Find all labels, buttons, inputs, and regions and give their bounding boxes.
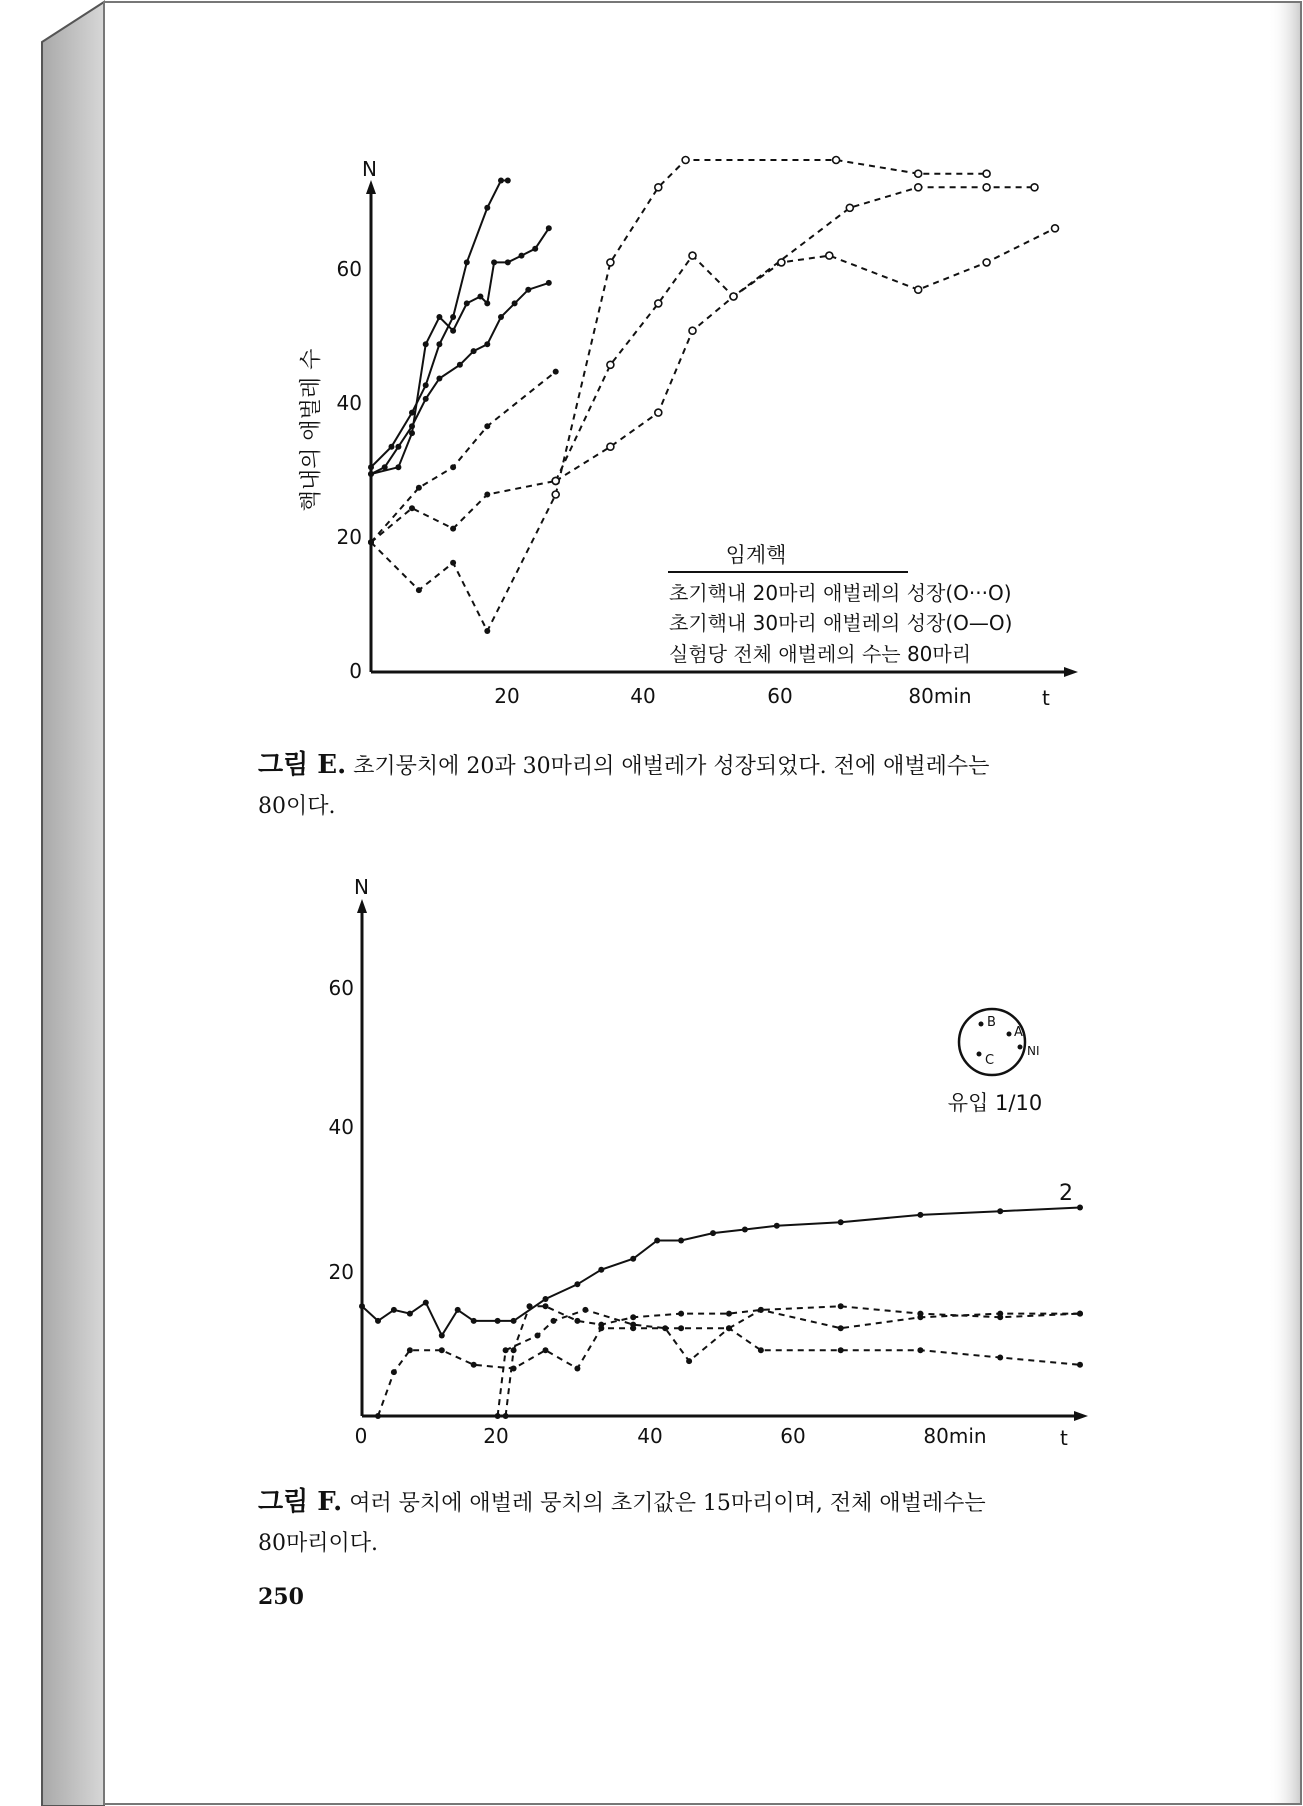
fig-e-data-point	[484, 628, 490, 634]
fig-e-data-point	[491, 259, 497, 265]
fig-f-y-symbol: N	[354, 875, 369, 899]
fig-f-data-point	[375, 1318, 381, 1324]
fig-f-data-point	[997, 1208, 1003, 1214]
fig-e-data-point	[1052, 225, 1059, 232]
fig-e-data-point	[983, 184, 990, 191]
fig-f-data-point	[630, 1256, 636, 1262]
fig-e-data-point	[484, 300, 490, 306]
fig-e-y-symbol: N	[362, 157, 377, 181]
fig-e-data-point	[457, 362, 463, 368]
book-spine	[42, 2, 104, 1806]
fig-f-data-point	[574, 1366, 580, 1372]
fig-f-data-point	[423, 1300, 429, 1306]
fig-e-data-point	[464, 259, 470, 265]
fig-f-data-point	[758, 1307, 764, 1313]
fig-e-data-point	[846, 204, 853, 211]
figure-f-caption-label: 그림 F.	[258, 1487, 343, 1517]
figure-e-caption-label: 그림 E.	[258, 750, 347, 780]
fig-e-data-point	[607, 361, 614, 368]
fig-f-data-point	[917, 1212, 923, 1218]
fig-e-data-point	[450, 328, 456, 334]
page-right-shade	[1268, 3, 1300, 1803]
fig-f-data-point	[774, 1223, 780, 1229]
fig-f-x-tick: 40	[637, 1424, 663, 1448]
fig-e-data-point	[546, 280, 552, 286]
fig-e-data-point	[368, 539, 374, 545]
fig-f-data-point	[511, 1347, 517, 1353]
fig-f-data-point	[391, 1369, 397, 1375]
fig-e-data-point	[553, 369, 559, 375]
figure-e-caption-line-1	[258, 745, 1158, 787]
fig-e-data-point	[368, 464, 374, 470]
inset-point-a: A	[1014, 1025, 1023, 1040]
fig-f-data-point	[543, 1296, 549, 1302]
fig-f-data-point	[662, 1325, 668, 1331]
fig-e-data-point	[915, 286, 922, 293]
fig-f-data-point	[511, 1318, 517, 1324]
inset-label: 유입 1/10	[947, 1091, 1043, 1115]
fig-f-data-point	[1077, 1311, 1083, 1317]
fig-e-data-point	[416, 587, 422, 593]
fig-e-data-point	[436, 341, 442, 347]
fig-f-y-tick: 60	[328, 976, 354, 1000]
fig-f-x-tick: 0	[354, 1424, 368, 1448]
fig-f-data-point	[838, 1303, 844, 1309]
fig-e-y-tick: 20	[336, 525, 362, 549]
figure-e-caption	[258, 745, 1158, 827]
figure-e-caption-text: 초기뭉치에 20과 30마리의 애벌레가 성장되었다. 전에 애벌레수는	[353, 754, 990, 779]
fig-f-data-point	[503, 1347, 509, 1353]
fig-e-data-point	[423, 382, 429, 388]
fig-e-legend-line: 초기핵내 30마리 애벌레의 성장(O—O)	[669, 611, 1013, 635]
fig-e-x-symbol: t	[1042, 686, 1050, 710]
fig-e-data-point	[689, 252, 696, 259]
figure-f-caption	[258, 1482, 1158, 1564]
fig-f-data-point	[535, 1333, 541, 1339]
fig-e-legend-line: 초기핵내 20마리 애벌레의 성장(O···O)	[669, 581, 1012, 605]
fig-f-data-point	[1077, 1205, 1083, 1211]
fig-e-data-point	[409, 505, 415, 511]
fig-e-data-point	[368, 471, 374, 477]
fig-e-data-point	[450, 526, 456, 532]
fig-f-y-tick: 20	[328, 1260, 354, 1284]
fig-e-data-point	[477, 294, 483, 300]
page-number: 250	[258, 1584, 304, 1610]
fig-e-x-tick: 80min	[908, 684, 972, 708]
fig-e-data-point	[395, 464, 401, 470]
fig-e-data-point	[983, 259, 990, 266]
fig-f-data-point	[686, 1358, 692, 1364]
fig-e-data-point	[484, 205, 490, 211]
fig-f-data-point	[1077, 1362, 1083, 1368]
fig-e-data-point	[423, 341, 429, 347]
fig-f-data-point	[726, 1311, 732, 1317]
fig-f-data-point	[439, 1347, 445, 1353]
fig-f-x-tick: 20	[483, 1424, 509, 1448]
fig-e-data-point	[389, 444, 395, 450]
fig-f-data-point	[598, 1322, 604, 1328]
fig-e-data-point	[416, 485, 422, 491]
inset-point-b-dot	[979, 1022, 984, 1027]
fig-e-legend-line: 실험당 전체 애벌레의 수는 80마리	[669, 642, 972, 666]
fig-e-data-point	[689, 327, 696, 334]
fig-f-data-point	[678, 1238, 684, 1244]
fig-e-data-point	[484, 341, 490, 347]
fig-f-series-label: 2	[1059, 1181, 1073, 1206]
fig-f-data-point	[543, 1303, 549, 1309]
fig-f-data-point	[678, 1325, 684, 1331]
fig-e-data-point	[607, 259, 614, 266]
inset-point-ni: NI	[1027, 1044, 1040, 1058]
fig-f-data-point	[838, 1325, 844, 1331]
fig-f-data-point	[471, 1318, 477, 1324]
fig-e-data-point	[519, 253, 525, 259]
fig-e-data-point	[450, 464, 456, 470]
fig-e-data-point	[532, 246, 538, 252]
fig-f-data-point	[630, 1314, 636, 1320]
fig-e-data-point	[552, 477, 559, 484]
fig-f-data-point	[551, 1318, 557, 1324]
fig-e-data-point	[915, 170, 922, 177]
fig-f-data-point	[758, 1347, 764, 1353]
fig-e-data-point	[505, 178, 511, 184]
fig-f-data-point	[582, 1307, 588, 1313]
fig-f-data-point	[997, 1355, 1003, 1361]
fig-f-data-point	[710, 1230, 716, 1236]
inset-point-c: C	[985, 1053, 995, 1068]
fig-f-data-point	[574, 1318, 580, 1324]
fig-e-data-point	[423, 396, 429, 402]
fig-e-data-point	[983, 170, 990, 177]
fig-f-data-point	[997, 1314, 1003, 1320]
fig-e-data-point	[682, 157, 689, 164]
fig-f-x-tick: 60	[780, 1424, 806, 1448]
fig-e-data-point	[730, 293, 737, 300]
fig-e-legend-title: 임계핵	[725, 543, 787, 567]
fig-f-data-point	[654, 1238, 660, 1244]
fig-e-y-tick: 0	[349, 659, 362, 683]
fig-e-data-point	[409, 423, 415, 429]
fig-f-data-point	[838, 1347, 844, 1353]
figure-f-caption-text: 여러 뭉치에 애벌레 뭉치의 초기값은 15마리이며, 전체 애벌레수는	[349, 1491, 986, 1516]
fig-e-data-point	[915, 184, 922, 191]
fig-e-data-point	[525, 287, 531, 293]
inset-point-b: B	[987, 1015, 996, 1030]
fig-f-data-point	[471, 1362, 477, 1368]
fig-e-data-point	[498, 314, 504, 320]
figure-e-caption-text-2: 80이다.	[258, 794, 336, 819]
fig-f-data-point	[407, 1347, 413, 1353]
fig-f-data-point	[375, 1413, 381, 1419]
fig-e-data-point	[484, 423, 490, 429]
fig-e-x-tick: 60	[767, 684, 793, 708]
fig-f-data-point	[407, 1311, 413, 1317]
fig-e-data-point	[655, 300, 662, 307]
fig-f-data-point	[574, 1281, 580, 1287]
fig-e-data-point	[382, 464, 388, 470]
fig-e-x-tick: 40	[630, 684, 656, 708]
fig-e-data-point	[833, 157, 840, 164]
fig-f-data-point	[439, 1333, 445, 1339]
fig-e-data-point	[395, 444, 401, 450]
figure-f-caption-line-1	[258, 1482, 1158, 1524]
fig-f-data-point	[543, 1347, 549, 1353]
figure-f-caption-text-2: 80마리이다.	[258, 1531, 378, 1556]
fig-f-data-point	[455, 1307, 461, 1313]
fig-f-y-tick: 40	[328, 1115, 354, 1139]
fig-e-x-tick: 20	[494, 684, 520, 708]
fig-f-data-point	[838, 1219, 844, 1225]
fig-e-data-point	[471, 348, 477, 354]
fig-e-data-point	[778, 259, 785, 266]
fig-e-data-point	[436, 314, 442, 320]
fig-f-x-tick: 80min	[923, 1424, 987, 1448]
fig-e-data-point	[826, 252, 833, 259]
fig-f-data-point	[678, 1311, 684, 1317]
fig-f-data-point	[495, 1318, 501, 1324]
fig-f-data-point	[726, 1325, 732, 1331]
fig-e-y-axis-label: 핵내의 애벌레 수	[299, 348, 324, 512]
fig-f-data-point	[917, 1347, 923, 1353]
inset-point-ni-dot	[1018, 1045, 1023, 1050]
fig-f-data-point	[391, 1307, 397, 1313]
fig-e-data-point	[484, 492, 490, 498]
fig-f-data-point	[630, 1322, 636, 1328]
fig-f-data-point	[503, 1413, 509, 1419]
fig-e-data-point	[450, 560, 456, 566]
fig-f-data-point	[527, 1303, 533, 1309]
fig-f-data-point	[742, 1227, 748, 1233]
fig-f-data-point	[495, 1413, 501, 1419]
fig-e-data-point	[436, 376, 442, 382]
fig-f-data-point	[359, 1303, 365, 1309]
fig-e-data-point	[450, 314, 456, 320]
fig-e-data-point	[505, 259, 511, 265]
fig-e-data-point	[655, 409, 662, 416]
fig-f-x-symbol: t	[1060, 1426, 1068, 1450]
fig-e-data-point	[512, 300, 518, 306]
fig-e-y-tick: 60	[336, 257, 362, 281]
fig-f-data-point	[598, 1267, 604, 1273]
fig-e-data-point	[498, 178, 504, 184]
fig-f-data-point	[917, 1311, 923, 1317]
fig-e-data-point	[464, 300, 470, 306]
fig-e-data-point	[546, 225, 552, 231]
inset-point-a-dot	[1007, 1032, 1012, 1037]
fig-e-data-point	[1031, 184, 1038, 191]
fig-e-data-point	[607, 443, 614, 450]
inset-point-c-dot	[977, 1052, 982, 1057]
fig-e-y-tick: 40	[336, 391, 362, 415]
fig-e-data-point	[655, 184, 662, 191]
fig-e-data-point	[552, 491, 559, 498]
